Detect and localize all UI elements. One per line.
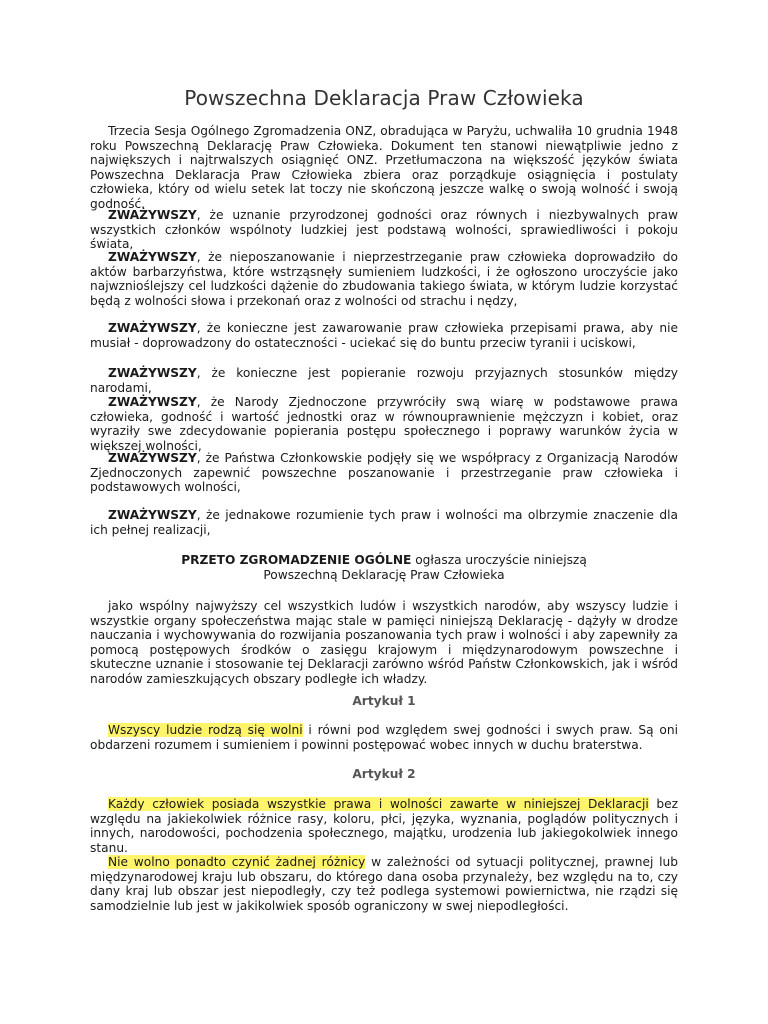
intro-paragraph: Trzecia Sesja Ogólnego Zgromadzenia ONZ, obradująca w Paryżu, uchwaliła 10 grudnia 1948 roku Powszechną Deklarację Praw Człowieka. Dokument ten stanowi niewątpliwie jedno z największych i najtrwalszych osiągnięć ONZ. Przetłumaczona na większość języków świata Powszechna Deklaracja Praw Człowieka zbiera oraz porządkuje osiągnięcia i postulaty człowieka, który od wielu setek lat toczy nie skończoną jeszcze walkę o swoją wolność i swoją godność.: [90, 124, 678, 211]
article-2-rest-2: w zależności od sytuacji politycznej, prawnej lub międzynarodowej kraju lub obszaru, do którego dana osoba przynależy, bez względu na to, czy dany kraj lub obszar jest niepodległy, czy też podlega systemowi powiernictwa, nie rządzi się samodzielnie lub jest w jakikolwiek sposób ograniczony w swej niepodległości.: [90, 855, 678, 913]
whereas-text: , że konieczne jest popieranie rozwoju przyjaznych stosunków między narodami,: [90, 366, 678, 395]
whereas-keyword: ZWAŻYWSZY: [108, 321, 197, 335]
article-1-heading: Artykuł 1: [352, 694, 416, 708]
whereas-keyword: ZWAŻYWSZY: [108, 250, 197, 264]
whereas-keyword: ZWAŻYWSZY: [108, 508, 197, 522]
purpose-paragraph: jako wspólny najwyższy cel wszystkich ludów i wszystkich narodów, aby wszyscy ludzie i wszystkie organy społeczeństwa mając stale w pamięci niniejszą Deklarację - dążyły w drodze nauczania i wychowywania do rozwijania poszanowania tych praw i wolności i aby zapewniły za pomocą postępowych środków o zasięgu krajowym i międzynarodowym powszechne i skuteczne uznanie i stosowanie tej Deklaracji zarówno wśród Państw Członkowskich, jak i wśród narodów zamieszkujących obszary podległe ich władzy.: [90, 599, 678, 686]
whereas-keyword: ZWAŻYWSZY: [108, 395, 197, 409]
whereas-keyword: ZWAŻYWSZY: [108, 366, 197, 380]
whereas-keyword: ZWAŻYWSZY: [108, 451, 197, 465]
proclamation-bold: PRZETO ZGROMADZENIE OGÓLNE: [181, 553, 412, 567]
whereas-keyword: ZWAŻYWSZY: [108, 208, 197, 222]
whereas-paragraph-1: [90, 208, 678, 252]
whereas-text: , że nieposzanowanie i nieprzestrzeganie praw człowieka doprowadziło do aktów barbarzyństwa, które wstrząsnęły sumieniem ludzkości, i że ogłoszono uroczyście jako najwznioślejszy cel ludzkości dążenie do zbudowania takiego świata, w którym ludzie korzystać będą z wolności słowa i przekonań oraz z wolności od strachu i nędzy,: [90, 250, 678, 308]
proclamation-text: ogłasza uroczyście niniejszą: [411, 553, 587, 567]
highlighted-text: Wszyscy ludzie rodzą się wolni: [108, 723, 303, 737]
whereas-text: , że jednakowe rozumienie tych praw i wolności ma olbrzymie znaczenie dla ich pełnej realizacji,: [90, 508, 678, 537]
article-2-paragraph-1: [90, 797, 678, 855]
article-2-rest-1: bez względu na jakiekolwiek różnice rasy, koloru, płci, języka, wyznania, poglądów politycznych i innych, narodowości, pochodzenia społecznego, majątku, urodzenia lub jakiegokolwiek innego stanu.: [90, 797, 678, 855]
whereas-text: , że Państwa Członkowskie podjęły się we współpracy z Organizacją Narodów Zjednoczonych zapewnić powszechne poszanowanie i przestrzeganie praw człowieka i podstawowych wolności,: [90, 451, 678, 495]
proclamation: [90, 553, 678, 582]
whereas-paragraph-3: [90, 321, 678, 350]
highlighted-text: Nie wolno ponadto czynić żadnej różnicy: [108, 855, 366, 869]
page-title: Powszechna Deklaracja Praw Człowieka: [184, 86, 584, 110]
whereas-text: , że Narody Zjednoczone przywróciły swą wiarę w podstawowe prawa człowieka, godność i wartość jednostki oraz w równouprawnienie mężczyzn i kobiet, oraz wyraziły swe zdecydowanie popierania postępu społecznego i poprawy warunków życia w większej wolności,: [90, 395, 678, 453]
article-1-text: [90, 723, 678, 752]
whereas-paragraph-5: [90, 395, 678, 453]
article-1-rest: i równi pod względem swej godności i swych praw. Są oni obdarzeni rozumem i sumieniem i powinni postępować wobec innych w duchu braterstwa.: [90, 723, 678, 752]
whereas-text: , że uznanie przyrodzonej godności oraz równych i niezbywalnych praw wszystkich członków wspólnoty ludzkiej jest podstawą wolności, sprawiedliwości i pokoju świata,: [90, 208, 678, 252]
whereas-paragraph-2: [90, 250, 678, 308]
whereas-paragraph-6: [90, 451, 678, 495]
article-2-heading: Artykuł 2: [352, 767, 416, 781]
proclamation-line-2: Powszechną Deklarację Praw Człowieka: [263, 567, 505, 582]
whereas-paragraph-7: [90, 508, 678, 537]
whereas-paragraph-4: [90, 366, 678, 395]
article-2-paragraph-2: [90, 855, 678, 913]
whereas-text: , że konieczne jest zawarowanie praw człowieka przepisami prawa, aby nie musiał - doprowadzony do ostateczności - uciekać się do buntu przeciw tyranii i uciskowi,: [90, 321, 678, 350]
highlighted-text: Każdy człowiek posiada wszystkie prawa i wolności zawarte w niniejszej Deklaracji: [108, 797, 649, 811]
